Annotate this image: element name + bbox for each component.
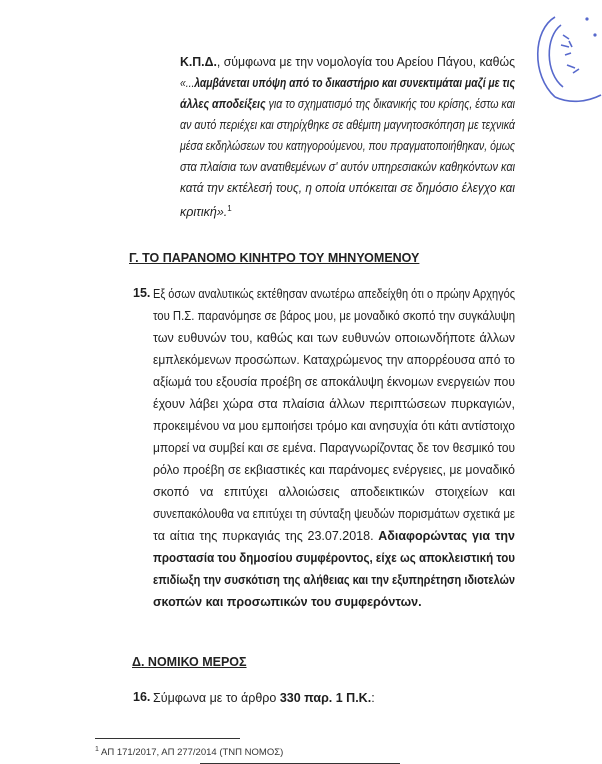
text-line-content xyxy=(153,506,515,522)
text-line-content xyxy=(180,75,515,91)
text-segment: Αδιαφορώντας για την xyxy=(378,529,515,543)
text-line xyxy=(153,484,515,500)
text-line-content xyxy=(180,54,515,70)
stamp-seal-icon xyxy=(525,5,602,105)
text-line xyxy=(153,572,515,588)
text-line-content xyxy=(180,138,515,154)
text-line-content xyxy=(180,117,515,133)
text-line-content xyxy=(153,286,515,302)
text-segment: στα πλαίσια των ανατιθεμένων σ' αυτόν υπηρεσιακών καθηκόντων και xyxy=(180,160,515,174)
text-line-content xyxy=(153,330,515,346)
text-line-content xyxy=(153,594,422,610)
text-line xyxy=(180,75,515,91)
text-segment: τα αίτια της πυρκαγιάς της 23.07.2018. xyxy=(153,529,379,543)
text-segment: έχουν λάβει χώρα στα πλαίσια άλλων περιπτώσεων πυρκαγιών, xyxy=(153,397,515,411)
text-line xyxy=(153,462,515,478)
text-line xyxy=(153,286,515,302)
text-line-content xyxy=(153,352,515,368)
text-line xyxy=(153,594,515,610)
text-segment: κατά την εκτέλεσή τους, η οποία υπόκειται σε δημόσιο έλεγχο και xyxy=(180,181,515,195)
footnote-mark: 1 xyxy=(95,746,99,753)
text-line xyxy=(153,396,515,412)
text-segment: λαμβάνεται υπόψη από το δικαστήριο και συνεκτιμάται μαζί με τις xyxy=(194,76,515,90)
text-line xyxy=(153,506,515,522)
text-segment: του Π.Σ. παρανόμησε σε βάρος μου, με μοναδικό σκοπό την συγκάλυψη xyxy=(153,309,515,323)
text-segment: , σύμφωνα με την νομολογία του Αρείου Πάγου, καθώς xyxy=(216,55,515,69)
text-line xyxy=(153,418,515,434)
section-heading-g: Γ. ΤΟ ΠΑΡΑΝΟΜΟ ΚΙΝΗΤΡΟ ΤΟΥ ΜΗΝΥΟΜΕΝΟΥ xyxy=(129,251,420,265)
text-segment: «... xyxy=(180,76,195,90)
text-line xyxy=(180,138,515,154)
text-line xyxy=(180,201,515,220)
text-segment: για το σχηματισμό της δικανικής του κρίσης, έστω και xyxy=(265,97,515,111)
text-line-content xyxy=(180,201,232,220)
text-segment: κριτική». xyxy=(180,205,228,220)
text-segment: άλλες αποδείξεις xyxy=(180,97,266,111)
text-line-content xyxy=(153,440,515,456)
text-line xyxy=(153,528,515,544)
footnote xyxy=(95,746,283,758)
text-segment: 330 παρ. 1 Π.Κ. xyxy=(279,691,372,705)
text-line xyxy=(153,440,515,456)
text-segment: μέσα εκδηλώσεων του κατηγορούμενου, που πραγματοποιήθηκαν, όμως xyxy=(180,139,515,153)
text-line-content xyxy=(153,484,515,500)
text-line xyxy=(153,352,515,368)
text-segment: επιδίωξη την συσκότιση της αλήθειας και την εξυπηρέτηση ιδιοτελών xyxy=(153,573,515,587)
text-line-content xyxy=(153,418,515,434)
text-segment: σκοπών και προσωπικών του συμφερόντων. xyxy=(153,595,422,609)
text-line xyxy=(153,308,515,324)
text-line-content xyxy=(153,462,515,478)
text-segment: μπορεί να συμβεί και σε εμένα. Παραγνωρίζοντας δε τον θεσμικό του xyxy=(153,441,515,455)
footnote-separator xyxy=(95,738,240,739)
text-line xyxy=(180,54,515,70)
text-segment: 1 xyxy=(227,204,232,213)
text-line xyxy=(153,330,515,346)
text-segment: προκειμένου να μου εμποιήσει τρόμο και ανησυχία ότι κάτι αντίστοιχο xyxy=(153,419,515,433)
text-line xyxy=(153,374,515,390)
text-line xyxy=(180,117,515,133)
text-line-content xyxy=(153,690,375,706)
text-line xyxy=(153,690,515,706)
text-line-content xyxy=(153,528,515,544)
text-line xyxy=(180,180,515,196)
text-segment: σκοπό να επιτύχει αλλοιώσεις αποδεικτικών στοιχείων και xyxy=(153,485,515,499)
text-segment: προστασία του δημοσίου συμφέροντος, είχε ως αποκλειστική του xyxy=(153,551,515,565)
item-number-15: 15. xyxy=(133,286,151,300)
text-line xyxy=(180,96,515,112)
text-segment: ρόλο προέβη σε εκβιαστικές και παράνομες ενέργειες, με μοναδικό xyxy=(153,463,515,477)
text-line-content xyxy=(153,308,515,324)
text-segment: Κ.Π.Δ. xyxy=(180,55,217,69)
text-segment: Σύμφωνα με το άρθρο xyxy=(153,691,280,705)
text-segment: αξίωμά του εξουσία προέβη σε αποκάλυψη έκνομων ενεργειών που xyxy=(153,375,515,389)
footnote-text: ΑΠ 171/2017, ΑΠ 277/2014 (ΤΝΠ ΝΟΜΟΣ) xyxy=(98,747,284,759)
text-segment: : xyxy=(371,691,375,705)
text-segment: Εξ όσων αναλυτικώς εκτέθησαν ανωτέρω απεδείχθη ότι ο πρώην Αρχηγός xyxy=(153,287,515,301)
section-heading-d: Δ. ΝΟΜΙΚΟ ΜΕΡΟΣ xyxy=(132,655,247,669)
text-line-content xyxy=(153,396,515,412)
text-segment: αν αυτό περιέχει και στηρίχθηκε σε αθέμιτη μαγνητοσκόπηση με τεχνικά xyxy=(180,118,515,132)
text-line-content xyxy=(153,550,515,566)
text-line-content xyxy=(180,96,515,112)
item-number-16: 16. xyxy=(133,690,151,704)
text-segment: εμπλεκόμενων προσώπων. Καταχρώμενος την απορρέουσα από το xyxy=(153,353,515,367)
text-line xyxy=(153,550,515,566)
text-segment: συνεπακόλουθα να επιτύχει τη σύνταξη ψευδών πορισμάτων σχετικά με xyxy=(153,507,515,521)
text-line xyxy=(180,159,515,175)
text-line-content xyxy=(180,159,515,175)
text-line-content xyxy=(180,180,515,196)
text-line-content xyxy=(153,572,515,588)
text-line-content xyxy=(153,374,515,390)
text-segment: των ευθυνών του, καθώς και των ευθυνών οποιωνδήποτε άλλων xyxy=(153,331,515,345)
